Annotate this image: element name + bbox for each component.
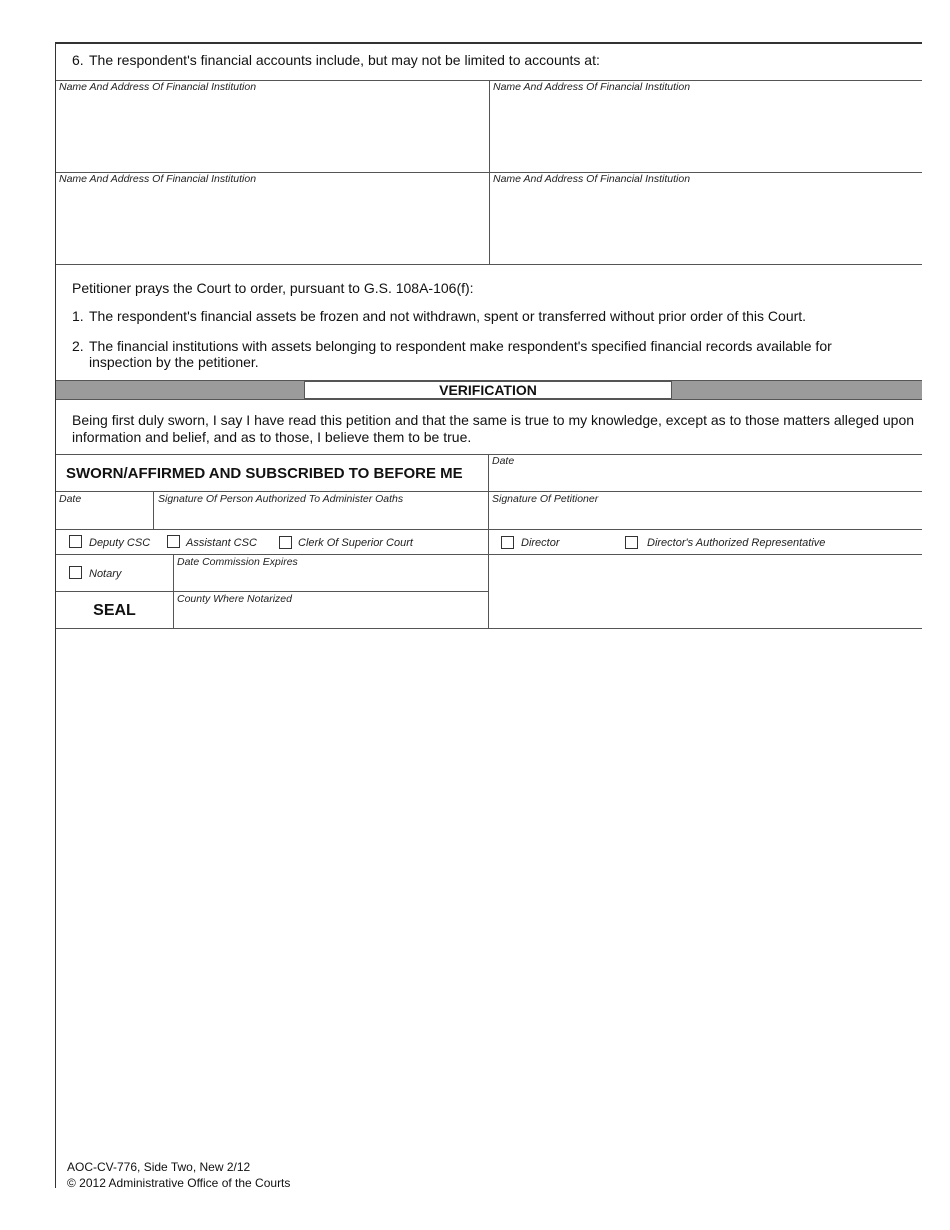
divider — [56, 628, 922, 629]
form-id: AOC-CV-776, Side Two, New 2/12 — [67, 1160, 251, 1174]
section6-number: 6. — [72, 52, 84, 68]
director-label: Director — [521, 537, 560, 549]
authorized-date-field[interactable] — [56, 491, 153, 529]
clerk-superior-checkbox[interactable] — [279, 536, 292, 549]
county-notarized-label: County Where Notarized — [177, 593, 292, 605]
deputy-csc-label: Deputy CSC — [89, 537, 151, 549]
section6-text: The respondent's financial accounts include, but may not be limited to accounts at: — [89, 52, 600, 68]
divider — [56, 399, 922, 400]
petitioner-date-field[interactable] — [489, 454, 922, 491]
fin-institution-label-3: Name And Address Of Financial Institution — [59, 173, 257, 185]
director-rep-checkbox[interactable] — [625, 536, 638, 549]
authorized-date-label: Date — [59, 493, 82, 505]
director-rep-label: Director's Authorized Representative — [647, 537, 826, 549]
signature-petitioner-label: Signature Of Petitioner — [492, 493, 599, 505]
prayer-intro: Petitioner prays the Court to order, pursuant to G.S. 108A-106(f): — [72, 280, 474, 296]
fin-institution-field-3[interactable] — [56, 172, 489, 264]
fin-institution-label-4: Name And Address Of Financial Institution — [493, 173, 691, 185]
petitioner-date-label: Date — [492, 455, 515, 467]
verification-title: VERIFICATION — [439, 382, 537, 398]
fin-institution-field-2[interactable] — [490, 80, 922, 172]
prayer-item1-number: 1. — [72, 308, 84, 324]
divider — [56, 380, 922, 381]
prayer-item2-text: The financial institutions with assets belonging to respondent make respondent's specified financial records available for inspection by the petitioner. — [89, 338, 832, 370]
sworn-title: SWORN/AFFIRMED AND SUBSCRIBED TO BEFORE ME — [66, 465, 463, 482]
date-commission-label: Date Commission Expires — [177, 556, 298, 568]
fin-institution-field-1[interactable] — [56, 80, 489, 172]
verification-shade-left — [56, 381, 304, 399]
assistant-csc-label: Assistant CSC — [186, 537, 257, 549]
date-commission-field[interactable] — [174, 554, 488, 591]
deputy-csc-checkbox[interactable] — [69, 535, 82, 548]
verification-statement: Being first duly sworn, I say I have read this petition and that the same is true to my knowledge, except as to those matters alleged upon information and belief, and as to those, I believe them to be true. — [72, 412, 915, 445]
prayer-item1-text: The respondent's financial assets be frozen and not withdrawn, spent or transferred without prior order of this Court. — [89, 308, 807, 324]
notary-label: Notary — [89, 568, 122, 580]
clerk-superior-label: Clerk Of Superior Court — [298, 537, 413, 549]
signature-authorized-field[interactable] — [154, 491, 488, 529]
notary-checkbox[interactable] — [69, 566, 82, 579]
prayer-item2-number: 2. — [72, 338, 84, 354]
divider — [56, 529, 922, 530]
top-border — [56, 42, 922, 44]
verification-title-box — [304, 381, 672, 399]
director-checkbox[interactable] — [501, 536, 514, 549]
fin-institution-field-4[interactable] — [490, 172, 922, 264]
verification-shade-right — [672, 381, 922, 399]
assistant-csc-checkbox[interactable] — [167, 535, 180, 548]
fin-institution-label-1: Name And Address Of Financial Institution — [59, 81, 257, 93]
divider — [56, 264, 922, 265]
copyright: © 2012 Administrative Office of the Courts — [67, 1176, 291, 1190]
county-notarized-field[interactable] — [174, 591, 488, 629]
signature-authorized-label: Signature Of Person Authorized To Administer Oaths — [158, 493, 404, 505]
seal: SEAL — [93, 602, 136, 619]
fin-institution-label-2: Name And Address Of Financial Institution — [493, 81, 691, 93]
signature-petitioner-field[interactable] — [489, 491, 922, 529]
